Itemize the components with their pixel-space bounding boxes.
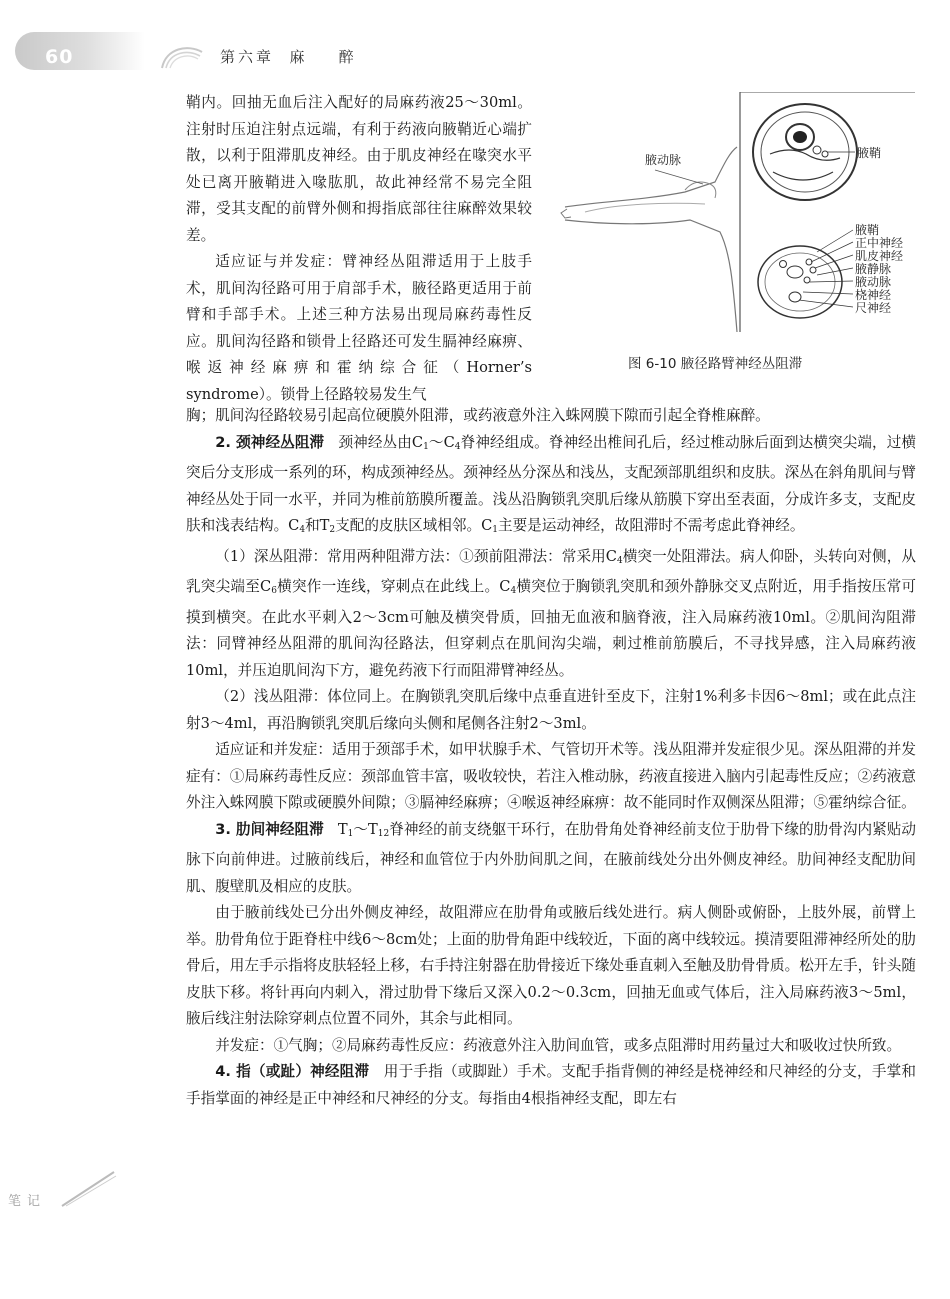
paragraph-intercostal (186, 817, 916, 901)
text-run: T (337, 820, 348, 838)
notes-label: 笔记 (8, 1194, 47, 1209)
swirl-ornament-icon (158, 42, 210, 72)
subscript: 4 (510, 586, 517, 596)
text-run: ～T (353, 820, 378, 838)
subscript: 4 (454, 441, 461, 452)
figure-axillary-block (555, 92, 915, 382)
page-number-badge (15, 32, 145, 70)
upper-cross-section (753, 104, 857, 200)
paragraph-indications: 适应证和并发症：适用于颈部手术，如甲状腺手术、气管切开术等。浅丛阻滞并发症很少见。深丛阻滞的并发症有：①局麻药毒性反应：颈部血管丰富，吸收较快，若注入椎动脉，药液直接进入脑内引起毒性反应；②药液意外注入蛛网膜下隙或硬膜外间隙；③膈神经麻痹；④喉返神经麻痹：故不能同时作双侧深丛阻滞；⑤霍纳综合征。 (186, 741, 916, 811)
subscript: 6 (271, 586, 277, 596)
paragraph-cervical-plexus (186, 430, 916, 544)
label-list-item: 正中神经 (855, 236, 904, 250)
chapter-title: 第六章 麻 醉 (220, 48, 357, 66)
figure-illustration (555, 92, 915, 352)
label-axillary-artery: 腋动脉 (645, 153, 682, 167)
label-list-item: 桡神经 (855, 288, 892, 302)
notes-margin-label (8, 1190, 46, 1209)
section-heading: 3. 肋间神经阻滞 (215, 820, 324, 838)
section-heading: 4. 指（或趾）神经阻滞 (215, 1063, 370, 1080)
label-list-item: 肌皮神经 (855, 249, 904, 263)
paragraph: 适应证与并发症：臂神经丛阻滞适用于上肢手术，肌间沟径路可用于肩部手术，腋径路更适用于前臂和手部手术。上述三种方法易出现局麻药毒性反应。肌间沟径路和锁骨上径路还可发生膈神经麻痹、喉返神经麻痹和霍纳综合征（Horner’s syndrome）。锁骨上径路较易发生气 (186, 253, 532, 403)
section-heading: 2. 颈神经丛阻滞 (215, 433, 325, 451)
text-run: 用于手指（或脚趾）手术。支配手指背侧的神经是桡神经和尺神经的分支，手掌和手指掌面的神经是正中神经和尺神经的分支。每指由4根指神经支配，即左右 (186, 1063, 916, 1107)
subscript: 4 (299, 525, 306, 535)
text-run: 支配的皮肤区域相邻。C (335, 517, 493, 534)
paragraph: 鞘内。回抽无血后注入配好的局麻药液25～30ml。注射时压迫注射点远端，有利于药液向腋鞘近心端扩散，以利于阻滞肌皮神经。由于肌皮神经在喙突水平处已离开腋鞘进入喙肱肌，故此神经常不易完全阻滞，受其支配的前臂外侧和拇指底部往往麻醉效果较差。 (186, 94, 532, 244)
page-header (0, 22, 950, 82)
text-run: 横突一处阻滞法。病人仰卧，头转向对侧，从乳突尖端至C (186, 547, 916, 595)
subscript: 1 (423, 441, 429, 452)
figure-caption: 图 6-10 腋径路臂神经丛阻滞 (628, 356, 803, 372)
paragraph: 胸；肌间沟径路较易引起高位硬膜外阻滞，或药液意外注入蛛网膜下隙而引起全脊椎麻醉。 (186, 407, 770, 424)
label-list-item: 腋动脉 (855, 275, 892, 289)
paragraph: 由于腋前线处已分出外侧皮神经，故阻滞应在肋骨角或腋后线处进行。病人侧卧或俯卧，上肢外展，前臂上举。肋骨角位于距脊柱中线6～8cm处；上面的肋骨角距中线较近，下面的离中线较远。摸清要阻滞神经所处的肋骨后，用左手示指将皮肤轻轻上移，右手持注射器在肋骨接近下缘处垂直刺入至触及肋骨骨质。松开左手，针头随皮肤下移。将针再向内刺入，滑过肋骨下缘后又深入0.2～0.3cm，回抽无血或气体后，注入局麻药液3～5ml，腋后线注射法除穿刺点位置不同外，其余与此相同。 (186, 904, 916, 1027)
pencil-icon (58, 1168, 118, 1208)
paragraph: 并发症：①气胸；②局麻药毒性反应：药液意外注入肋间血管，或多点阻滞时用药量过大和吸收过快所致。 (215, 1036, 902, 1054)
lower-cross-section (758, 230, 853, 318)
body-text (186, 403, 916, 1112)
text-run: （1）深丛阻滞：常用两种阻滞方法：①颈前阻滞法：常采用C (215, 547, 617, 565)
subscript: 12 (377, 828, 390, 839)
text-run: 横突作一连线，穿刺点在此线上。C (276, 578, 511, 595)
text-run: 颈神经丛由C (338, 433, 424, 451)
text-run: 横突位于胸锁乳突肌和颈外静脉交叉点附近，用手指按压常可摸到横突。在此水平刺入2～3cm可触及横突骨质，回抽无血液和脑脊液，注入局麻药液10ml。②肌间沟阻滞法：同臂神经丛阻滞的肌间沟径路法，但穿刺点在肌间沟尖端，刺过椎前筋膜后，不寻找异感，注入局麻药液10ml，并压迫肌间沟下方，避免药液下行而阻滞臂神经丛。 (186, 578, 916, 679)
label-list-item: 腋鞘 (855, 223, 880, 237)
label-list-item: 尺神经 (855, 301, 892, 315)
subscript: 4 (616, 555, 623, 566)
paragraph-shallow-plexus: （2）浅丛阻滞：体位同上。在胸锁乳突肌后缘中点垂直进针至皮下，注射1%利多卡因6～8ml；或在此点注射3～4ml，再沿胸锁乳突肌后缘向头侧和尾侧各注射2～3ml。 (186, 688, 916, 732)
top-text-column (186, 90, 532, 408)
subscript: 1 (347, 828, 354, 839)
paragraph-digital-nerve (186, 1059, 916, 1112)
text-run: 主要是运动神经，故阻滞时不需考虑此脊神经。 (497, 517, 805, 534)
text-run: ～C (428, 433, 455, 451)
text-run: 脊神经的前支绕躯干环行，在肋骨角处脊神经前支位于肋骨下缘的肋骨沟内紧贴动脉下向前伸进。过腋前线后，神经和血管位于内外肋间肌之间，在腋前线处分出外侧皮神经。肋间神经支配肋间肌、腹壁肌及相应的皮肤。 (186, 820, 917, 895)
subscript: 1 (492, 525, 498, 535)
label-list-item: 腋静脉 (855, 262, 892, 276)
text-run: 脊神经组成。脊神经出椎间孔后，经过椎动脉后面到达横突尖端，过横突后分支形成一系列的环，构成颈神经丛。颈神经丛分深丛和浅丛，支配颈部肌组织和皮肤。深丛在斜角肌间与臂神经丛处于同一水平，并同为椎前筋膜所覆盖。浅丛沿胸锁乳突肌后缘从筋膜下穿出至表面，分成许多支，支配皮肤和浅表结构。C (186, 433, 917, 534)
page-number: 60 (45, 46, 74, 68)
label-axillary-sheath-top: 腋鞘 (857, 146, 882, 160)
text-run: 和T (305, 517, 330, 534)
paragraph-deep-plexus (186, 544, 916, 685)
subscript: 2 (329, 525, 336, 535)
